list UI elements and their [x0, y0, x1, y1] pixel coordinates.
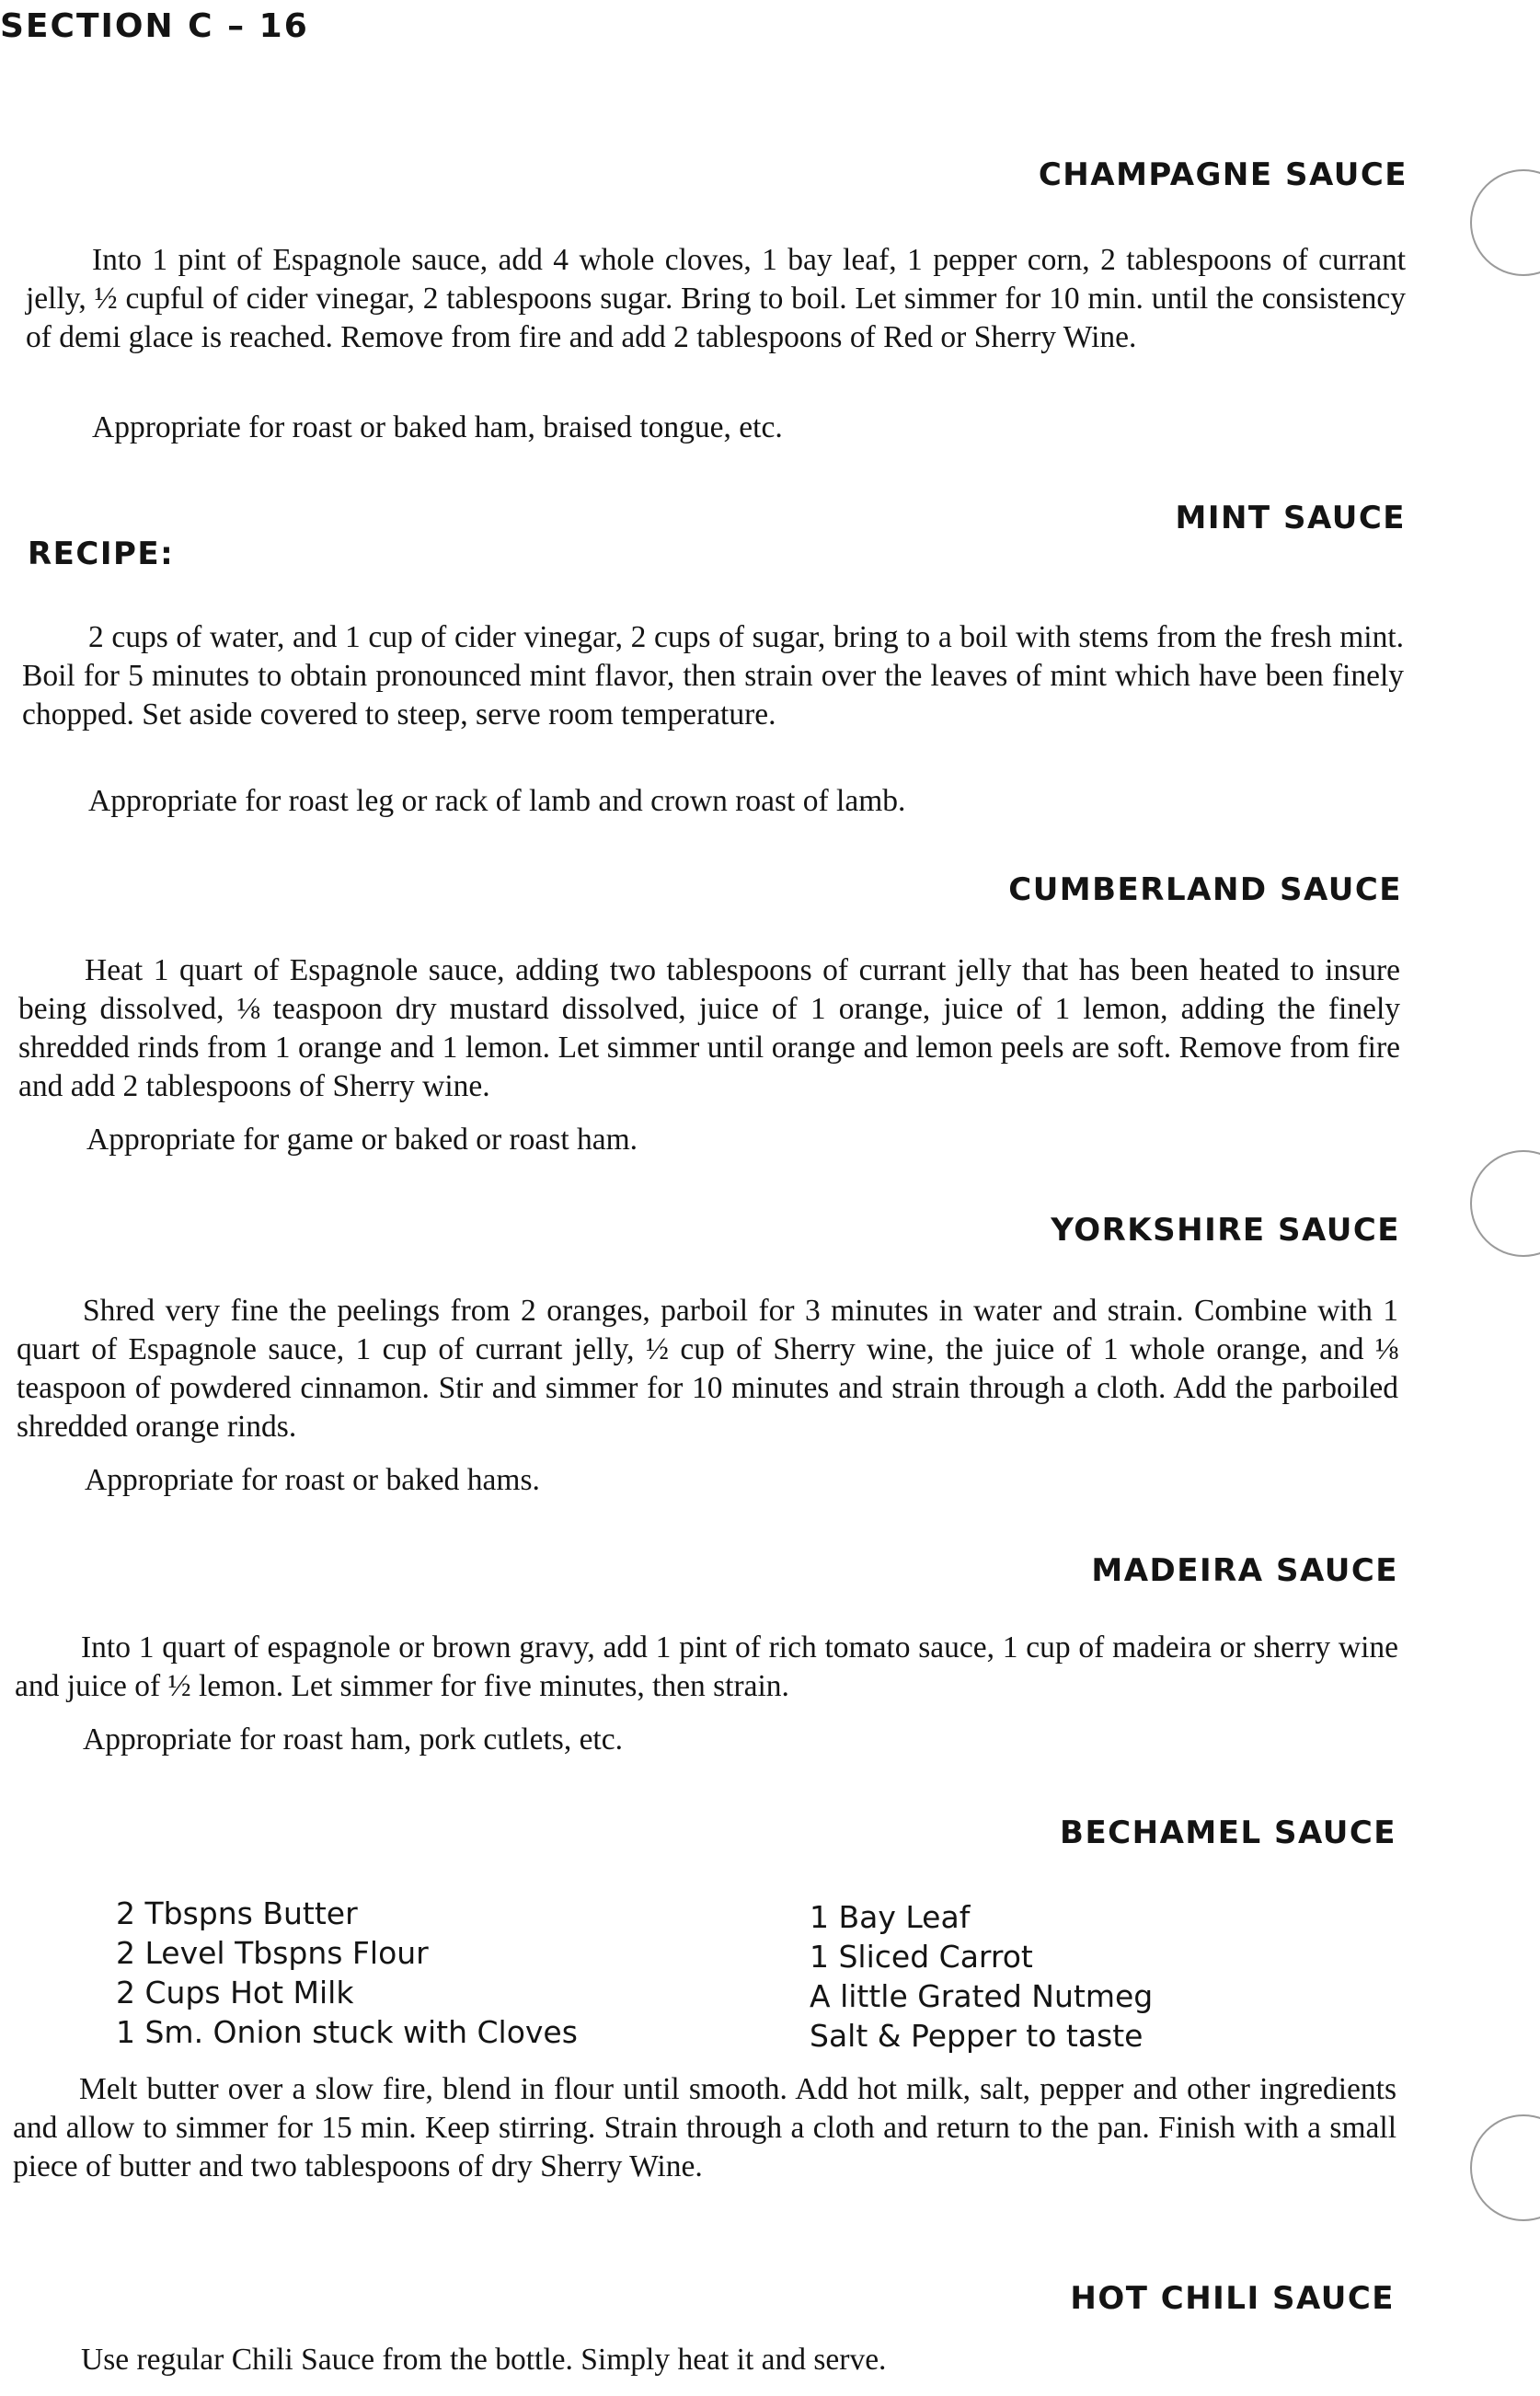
- ingredient-item: 2 Level Tbspns Flour: [116, 1935, 429, 1971]
- ingredient-item: Salt & Pepper to taste: [810, 2018, 1144, 2054]
- hot-chili-sauce-title: HOT CHILI SAUCE: [1070, 2280, 1395, 2317]
- yorkshire-sauce-instructions: Shred very fine the peelings from 2 oranges, parboil for 3 minutes in water and strain. Combine with 1 quart of Espagnole sauce, 1 cup of currant jelly, ½ cup of Sherry wine, the juice of 1 whole orange, and ⅛ teaspoon of powdered cinnamon. Stir and simmer for 10 minutes and strain through a cloth. Add the parboiled shredded orange rinds.: [17, 1294, 1398, 1444]
- bechamel-sauce-instructions: Melt butter over a slow fire, blend in flour until smooth. Add hot milk, salt, pepper and other ingredients and allow to simmer for 15 min. Keep stirring. Strain through a cloth and return to the pan. Finish with a small piece of butter and two tablespoons of dry Sherry Wine.: [13, 2072, 1396, 2183]
- champagne-sauce-note: Appropriate for roast or baked ham, braised tongue, etc.: [92, 410, 783, 444]
- cumberland-sauce-note: Appropriate for game or baked or roast ham.: [86, 1123, 638, 1157]
- yorkshire-sauce-note: Appropriate for roast or baked hams.: [85, 1463, 540, 1497]
- bechamel-ingredients-right: [810, 1897, 1153, 2056]
- ingredient-item: A little Grated Nutmeg: [810, 1978, 1154, 2014]
- cumberland-sauce-title: CUMBERLAND SAUCE: [1008, 871, 1402, 908]
- yorkshire-sauce-title: YORKSHIRE SAUCE: [1051, 1212, 1400, 1249]
- mint-sauce-instructions: 2 cups of water, and 1 cup of cider vinegar, 2 cups of sugar, bring to a boil with stems from the fresh mint. Boil for 5 minutes to obtain pronounced mint flavor, then strain over the leaves of mint which have been finely chopped. Set aside covered to steep, serve room temperature.: [22, 620, 1404, 731]
- mint-sauce-recipe-label: RECIPE:: [28, 536, 175, 572]
- champagne-sauce-instructions: Into 1 pint of Espagnole sauce, add 4 whole cloves, 1 bay leaf, 1 pepper corn, 2 tablespoons of currant jelly, ½ cupful of cider vinegar, 2 tablespoons sugar. Bring to boil. Let simmer for 10 min. until the consistency of demi glace is reached. Remove from fire and add 2 tablespoons of Red or Sherry Wine.: [26, 243, 1406, 354]
- ingredient-item: 1 Bay Leaf: [810, 1899, 971, 1935]
- ingredient-item: 2 Tbspns Butter: [116, 1895, 358, 1931]
- bechamel-sauce-title: BECHAMEL SAUCE: [1060, 1814, 1396, 1851]
- mint-sauce-title: MINT SAUCE: [1175, 500, 1406, 536]
- madeira-sauce-title: MADEIRA SAUCE: [1091, 1552, 1398, 1589]
- champagne-sauce-title: CHAMPAGNE SAUCE: [1038, 156, 1408, 193]
- ingredient-item: 1 Sliced Carrot: [810, 1939, 1033, 1975]
- hot-chili-sauce-instructions: Use regular Chili Sauce from the bottle. Simply heat it and serve.: [81, 2343, 887, 2377]
- mint-sauce-note: Appropriate for roast leg or rack of lamb and crown roast of lamb.: [88, 784, 906, 818]
- bechamel-ingredients-left: [116, 1894, 578, 2052]
- ingredient-item: 1 Sm. Onion stuck with Cloves: [116, 2014, 578, 2050]
- binder-hole: [1470, 2114, 1540, 2221]
- binder-hole: [1470, 1150, 1540, 1257]
- ingredient-item: 2 Cups Hot Milk: [116, 1975, 354, 2010]
- binder-hole: [1470, 169, 1540, 276]
- section-header: SECTION C – 16: [0, 7, 309, 45]
- madeira-sauce-instructions: Into 1 quart of espagnole or brown gravy, add 1 pint of rich tomato sauce, 1 cup of madeira or sherry wine and juice of ½ lemon. Let simmer for five minutes, then strain.: [15, 1630, 1398, 1703]
- madeira-sauce-note: Appropriate for roast ham, pork cutlets, etc.: [83, 1722, 623, 1757]
- cumberland-sauce-instructions: Heat 1 quart of Espagnole sauce, adding two tablespoons of currant jelly that has been heated to insure being dissolved, ⅛ teaspoon dry mustard dissolved, juice of 1 orange, juice of 1 lemon, adding the finely shredded rinds from 1 orange and 1 lemon. Let simmer until orange and lemon peels are soft. Remove from fire and add 2 tablespoons of Sherry wine.: [18, 953, 1400, 1103]
